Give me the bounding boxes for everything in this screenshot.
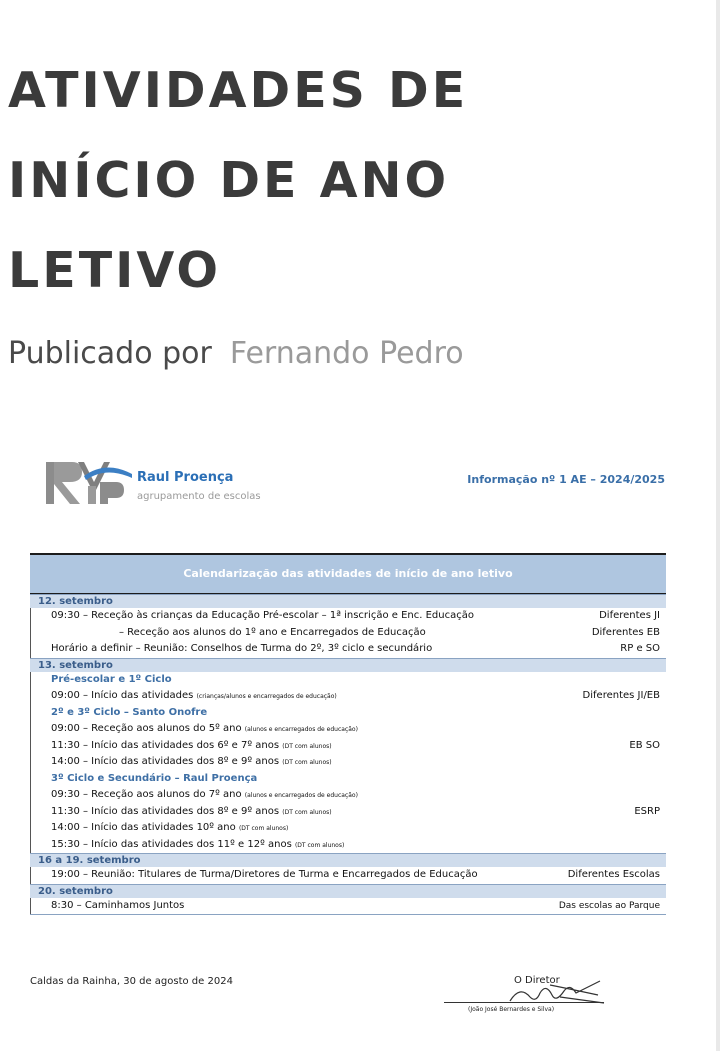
info-number: Informação nº 1 AE – 2024/2025 (467, 473, 665, 486)
location-cell: Diferentes JI/EB (582, 690, 660, 701)
table-bottom-rule (30, 914, 666, 915)
location-cell: Diferentes Escolas (567, 869, 660, 880)
section-heading: Pré-escolar e 1º Ciclo (51, 673, 172, 685)
location-cell: RP e SO (620, 643, 660, 654)
director-name: (João José Bernardes e Silva) (468, 1006, 555, 1013)
row-note: (DT com alunos) (282, 742, 332, 750)
table-row: 09:30 – Receção às crianças da Educação Pré-escolar – 1ª inscrição e Enc. Educação (51, 610, 474, 621)
logo-name: Raul Proença (137, 470, 234, 485)
table-row (31, 837, 666, 854)
table-row (31, 820, 666, 837)
day-block (30, 867, 666, 884)
day-block (30, 608, 666, 658)
location-cell: EB SO (629, 739, 660, 751)
table-row: 19:00 – Reunião: Titulares de Turma/Diretores de Turma e Encarregados de Educação (51, 869, 478, 880)
location-cell: Das escolas ao Parque (558, 900, 660, 911)
day-heading: 20. setembro (30, 884, 666, 898)
day-block (30, 898, 666, 915)
row-text: 11:30 – Início das atividades dos 8º e 9º anos (51, 805, 280, 817)
title-line-1: ATIVIDADES DE (8, 62, 469, 119)
day-heading: 16 a 19. setembro (30, 853, 666, 867)
schedule-table (30, 553, 666, 915)
row-note: (DT com alunos) (282, 808, 332, 816)
table-row (31, 754, 666, 771)
title-line-3: LETIVO (8, 242, 222, 299)
row-note: (DT com alunos) (294, 841, 345, 849)
row-text: 14:00 – Início das atividades 10º ano (51, 822, 236, 833)
table-row: 8:30 – Caminhamos Juntos (51, 899, 185, 911)
row-text: 09:30 – Receção aos alunos do 7º ano (51, 789, 242, 800)
day-block (30, 672, 666, 854)
table-row (31, 804, 666, 821)
table-row: Horário a definir – Reunião: Conselhos de Turma do 2º, 3º ciclo e secundário (51, 643, 433, 654)
row-text: 14:00 – Início das atividades dos 8º e 9º anos (51, 756, 280, 767)
page-edge (716, 0, 720, 1051)
section-heading: 2º e 3º Ciclo – Santo Onofre (51, 706, 208, 718)
byline (8, 334, 464, 374)
table-header: Calendarização das atividades de início de ano letivo (30, 553, 666, 594)
day-heading: 13. setembro (30, 658, 666, 672)
author-link[interactable]: Fernando Pedro (229, 336, 464, 371)
director-label: O Diretor (514, 975, 560, 986)
row-note: (crianças/alunos e encarregados de educação) (196, 693, 337, 700)
table-row (31, 738, 666, 755)
row-text: 09:00 – Receção aos alunos do 5º ano (51, 723, 242, 734)
title-line-2: INÍCIO DE ANO (8, 152, 450, 209)
table-row: – Receção aos alunos do 1º ano e Encarregados de Educação (119, 626, 426, 638)
place-date: Caldas da Rainha, 30 de agosto de 2024 (30, 976, 233, 987)
table-row (31, 688, 666, 705)
location-cell: ESRP (634, 805, 660, 817)
row-note: (DT com alunos) (282, 759, 332, 766)
row-text: 11:30 – Início das atividades dos 6º e 7º anos (51, 739, 280, 751)
location-cell: Diferentes JI (599, 610, 660, 621)
row-note: (DT com alunos) (238, 825, 289, 832)
row-text: 15:30 – Início das atividades dos 11º e 12º anos (51, 838, 292, 850)
row-note: (alunos e encarregados de educação) (244, 792, 358, 799)
table-row (31, 787, 666, 804)
row-text: 09:00 – Início das atividades (51, 690, 194, 701)
signature-line (444, 1002, 604, 1003)
byline-label: Publicado por (8, 336, 212, 371)
row-note: (alunos e encarregados de educação) (244, 726, 358, 733)
school-logo (44, 458, 261, 508)
logo-mark-icon (44, 458, 132, 508)
section-heading: 3º Ciclo e Secundário – Raul Proença (51, 772, 258, 784)
post-title (8, 46, 568, 316)
location-cell: Diferentes EB (591, 626, 660, 638)
logo-subtitle: agrupamento de escolas (137, 491, 261, 502)
day-heading: 12. setembro (30, 594, 666, 608)
table-row (31, 721, 666, 738)
